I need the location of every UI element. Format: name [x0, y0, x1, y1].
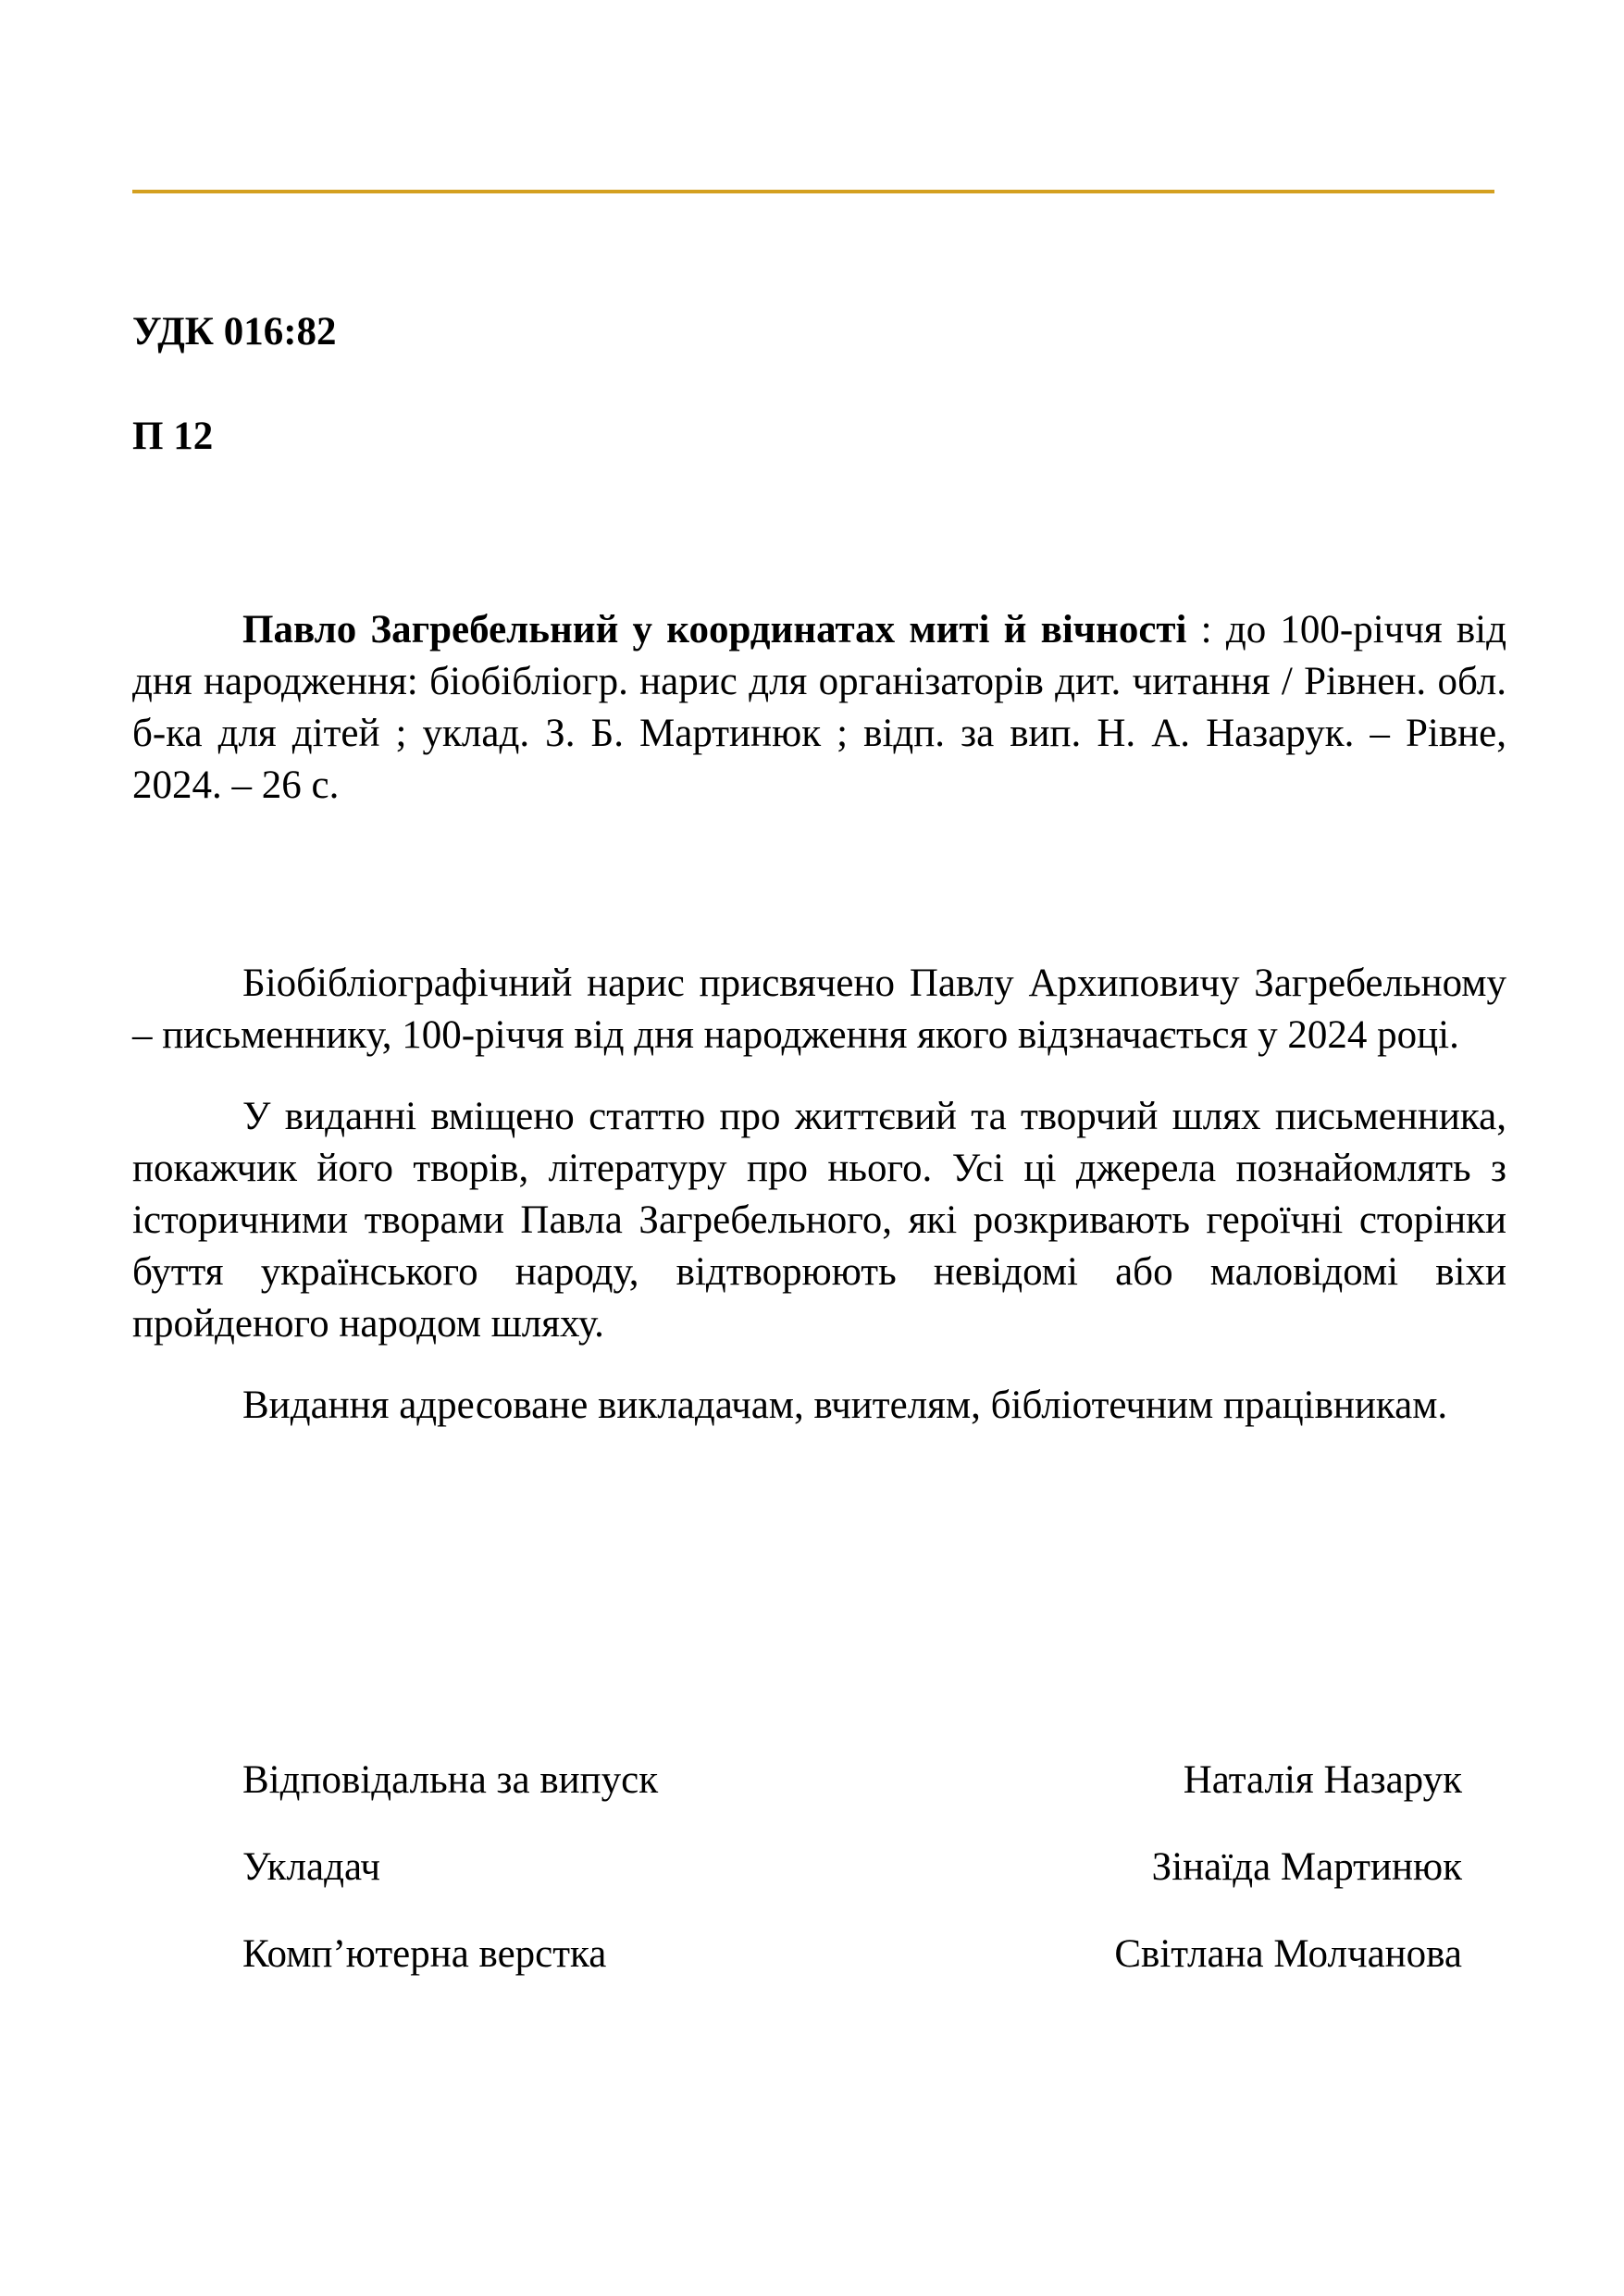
- book-title: Павло Загребельний у координатах миті й вічності: [242, 608, 1187, 652]
- credit-row-layout: [242, 1929, 1462, 1980]
- author-index: П 12: [132, 415, 214, 458]
- credit-name: Зінаїда Мартинюк: [1151, 1845, 1462, 1889]
- bibliographic-record: [132, 604, 1506, 812]
- credit-name: Світлана Молчанова: [1114, 1932, 1462, 1976]
- credit-role: Відповідальна за випуск: [242, 1758, 659, 1802]
- credit-role: Комп’ютерна верстка: [242, 1932, 607, 1976]
- credit-name: Наталія Назарук: [1183, 1758, 1462, 1802]
- credits: [242, 1755, 1462, 2016]
- credit-role: Укладач: [242, 1845, 380, 1889]
- summary: [132, 958, 1506, 1432]
- bibliographic-details: : до 100-річчя від дня народження: біобібліогр. нарис для організаторів дит. читання / Рівнен. обл. б-ка для дітей ; уклад. З. Б. Мартинюк ; відп. за вип. Н. А. Назарук. – Рівне, 2024. – 26 с.: [132, 608, 1507, 807]
- top-divider: [132, 190, 1494, 193]
- credit-row-responsible: [242, 1755, 1462, 1806]
- summary-paragraph-2: У виданні вміщено статтю про життєвий та творчий шлях письменника, покажчик його творів, літературу про нього. Усі ці джерела познайомлять з історичними творами Павла Загребельного, які розкривають героїчні сторінки буття українського народу, відтворюють невідомі або маловідомі віхи пройденого народом шляху.: [132, 1095, 1506, 1346]
- bibliographic-paragraph: [132, 604, 1506, 812]
- credit-row-compiler: [242, 1842, 1462, 1893]
- summary-paragraph-1: Біобібліографічний нарис присвячено Павлу Архиповичу Загребельному – письменнику, 100-річчя від дня народження якого відзначається у 2024 році.: [132, 962, 1506, 1057]
- summary-paragraph-3: Видання адресоване викладачам, вчителям, бібліотечним працівникам.: [242, 1384, 1448, 1427]
- udk-code: УДК 016:82: [132, 310, 337, 354]
